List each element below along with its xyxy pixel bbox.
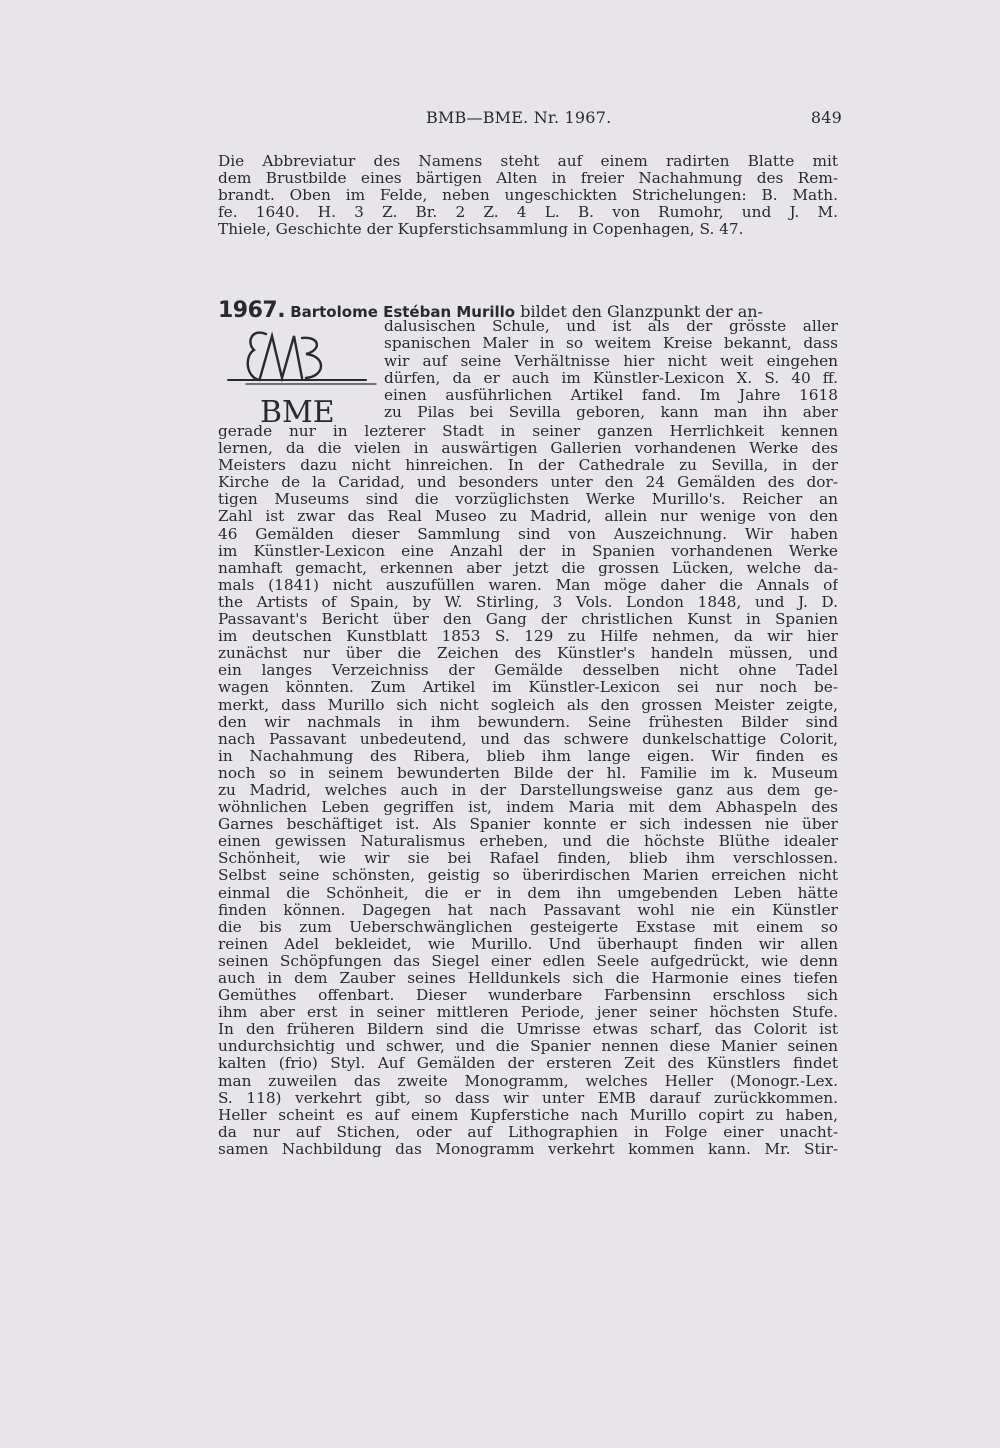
text-line: reinen Adel bekleidet, wie Murillo. Und überhaupt finden wir allen	[218, 935, 838, 953]
monogram-m-stroke	[260, 336, 302, 378]
text-line: Die Abbreviatur des Namens steht auf einem radirten Blatte mit	[218, 153, 838, 170]
text-line: auch in dem Zauber seines Helldunkels sich die Harmonie eines tiefen	[218, 970, 838, 987]
text-line: einen ausführlichen Artikel fand. Im Jahre 1618	[384, 387, 838, 405]
text-line: lernen, da die vielen in auswärtigen Gallerien vorhandenen Werke des	[218, 440, 838, 458]
text-line: Gemüthes offenbart. Dieser wunderbare Farbensinn erschloss sich	[218, 987, 838, 1005]
heading-line-rest: bildet den Glanzpunkt der an-	[520, 302, 763, 321]
text-line: tigen Museums sind die vorzüglichsten Werke Murillo's. Reicher an	[218, 491, 838, 509]
page-number: 849	[810, 108, 842, 127]
text-line: einen gewissen Naturalismus erheben, und die höchste Blüthe idealer	[218, 833, 838, 851]
text-line: 46 Gemälden dieser Sammlung sind von Auszeichnung. Wir haben	[218, 525, 838, 543]
artist-name: Bartolome Estéban Murillo	[290, 303, 516, 321]
entry-number: 1967.	[218, 298, 286, 323]
text-line: Garnes beschäftiget ist. Als Spanier konnte er sich indessen nie über	[218, 816, 838, 834]
text-line: Meisters dazu nicht hinreichen. In der Cathedrale zu Sevilla, in der	[218, 457, 838, 475]
text-line: undurchsichtig und schwer, und die Spanier nennen diese Manier seinen	[218, 1038, 838, 1056]
text-line: seinen Schöpfungen das Siegel einer edlen Seele aufgedrückt, wie denn	[218, 952, 838, 970]
text-line: Selbst seine schönsten, geistig so überirdischen Marien erreichen nicht	[218, 867, 838, 885]
text-line: dalusischen Schule, und ist als der grösste aller	[384, 318, 838, 335]
text-line: S. 118) verkehrt gibt, so dass wir unter EMB darauf zurückkommen.	[218, 1089, 838, 1107]
text-line: Heller scheint es auf einem Kupferstiche nach Murillo copirt zu haben,	[218, 1106, 838, 1124]
text-line: Passavant's Bericht über den Gang der christlichen Kunst in Spanien	[218, 611, 838, 629]
running-title: BMB—BME. Nr. 1967.	[426, 108, 612, 127]
text-line: namhaft gemacht, erkennen aber jetzt die grossen Lücken, welche da-	[218, 559, 838, 577]
text-line: dürfen, da er auch im Künstler-Lexicon X. S. 40 ff.	[384, 369, 838, 387]
text-line: ihm aber erst in seiner mittleren Periode, jener seiner höchsten Stufe.	[218, 1004, 838, 1022]
text-line: wir auf seine Verhältnisse hier nicht weit eingehen	[384, 352, 838, 370]
text-line: im Künstler-Lexicon eine Anzahl der in Spanien vorhandenen Werke	[218, 542, 838, 560]
monogram-e-stroke	[248, 333, 266, 380]
text-line: mals (1841) nicht auszufüllen waren. Man möge daher die Annals of	[218, 576, 838, 594]
text-line: kalten (frio) Styl. Auf Gemälden der ersteren Zeit des Künstlers findet	[218, 1055, 838, 1073]
text-line: finden können. Dagegen hat nach Passavant wohl nie ein Künstler	[218, 901, 838, 919]
text-line: brandt. Oben im Felde, neben ungeschickten Strichelungen: B. Math.	[218, 187, 838, 205]
text-line: gerade nur in lezterer Stadt in seiner ganzen Herrlichkeit kennen	[218, 423, 838, 440]
text-line: spanischen Maler in so weitem Kreise bekannt, dass	[384, 335, 838, 353]
monogram-illustration	[216, 320, 386, 440]
text-line: nach Passavant unbedeutend, und das schwere dunkelschattige Colorit,	[218, 730, 838, 748]
text-line: In den früheren Bildern sind die Umrisse etwas scharf, das Colorit ist	[218, 1021, 838, 1039]
text-line: man zuweilen das zweite Monogramm, welches Heller (Monogr.-Lex.	[218, 1072, 838, 1090]
text-line: Kirche de la Caridad, und besonders unter den 24 Gemälden des dor-	[218, 474, 838, 492]
text-line: den wir nachmals in ihm bewundern. Seine frühesten Bilder sind	[218, 713, 838, 731]
text-line: Zahl ist zwar das Real Museo zu Madrid, allein nur wenige von den	[218, 508, 838, 526]
intro-paragraph	[218, 153, 838, 238]
text-line: da nur auf Stichen, oder auf Lithographien in Folge einer unacht-	[218, 1123, 838, 1141]
indented-text-block	[384, 318, 838, 422]
text-line: zunächst nur über die Zeichen des Künstler's handeln müssen, und	[218, 645, 838, 663]
text-line: wöhnlichen Leben gegriffen ist, indem Maria mit dem Abhaspeln des	[218, 799, 838, 817]
text-line: samen Nachbildung das Monogramm verkehrt kommen kann. Mr. Stir-	[218, 1140, 838, 1158]
entry-body	[218, 423, 838, 1158]
text-line: die bis zum Ueberschwänglichen gesteigerte Exstase mit einem so	[218, 918, 838, 936]
text-line: fe. 1640. H. 3 Z. Br. 2 Z. 4 L. B. von Rumohr, und J. M.	[218, 204, 838, 222]
monogram-b-stroke	[302, 338, 321, 378]
text-line: Thiele, Geschichte der Kupferstichsammlung in Copenhagen, S. 47.	[218, 221, 744, 239]
text-line: merkt, dass Murillo sich nicht sogleich als den grossen Meister zeigte,	[218, 696, 838, 714]
text-line: Schönheit, wie wir sie bei Rafael finden, blieb ihm verschlossen.	[218, 850, 838, 868]
text-line: im deutschen Kunstblatt 1853 S. 129 zu Hilfe nehmen, da wir hier	[218, 628, 838, 646]
page-header	[218, 108, 842, 132]
text-line: dem Brustbilde eines bärtigen Alten in freier Nachahmung des Rem-	[218, 170, 838, 188]
text-line: zu Pilas bei Sevilla geboren, kann man ihn aber	[384, 404, 838, 422]
text-line: noch so in seinem bewunderten Bilde der hl. Familie im k. Museum	[218, 764, 838, 782]
text-line: in Nachahmung des Ribera, blieb ihm lange eigen. Wir finden es	[218, 747, 838, 765]
monogram-bme-label: BME	[260, 395, 335, 430]
text-line: zu Madrid, welches auch in der Darstellungsweise ganz aus dem ge-	[218, 781, 838, 799]
text-line: ein langes Verzeichniss der Gemälde desselben nicht ohne Tadel	[218, 662, 838, 680]
text-line: the Artists of Spain, by W. Stirling, 3 Vols. London 1848, und J. D.	[218, 593, 838, 611]
text-line: einmal die Schönheit, die er in dem ihn umgebenden Leben hätte	[218, 884, 838, 902]
text-line: wagen könnten. Zum Artikel im Künstler-Lexicon sei nur noch be-	[218, 679, 838, 697]
